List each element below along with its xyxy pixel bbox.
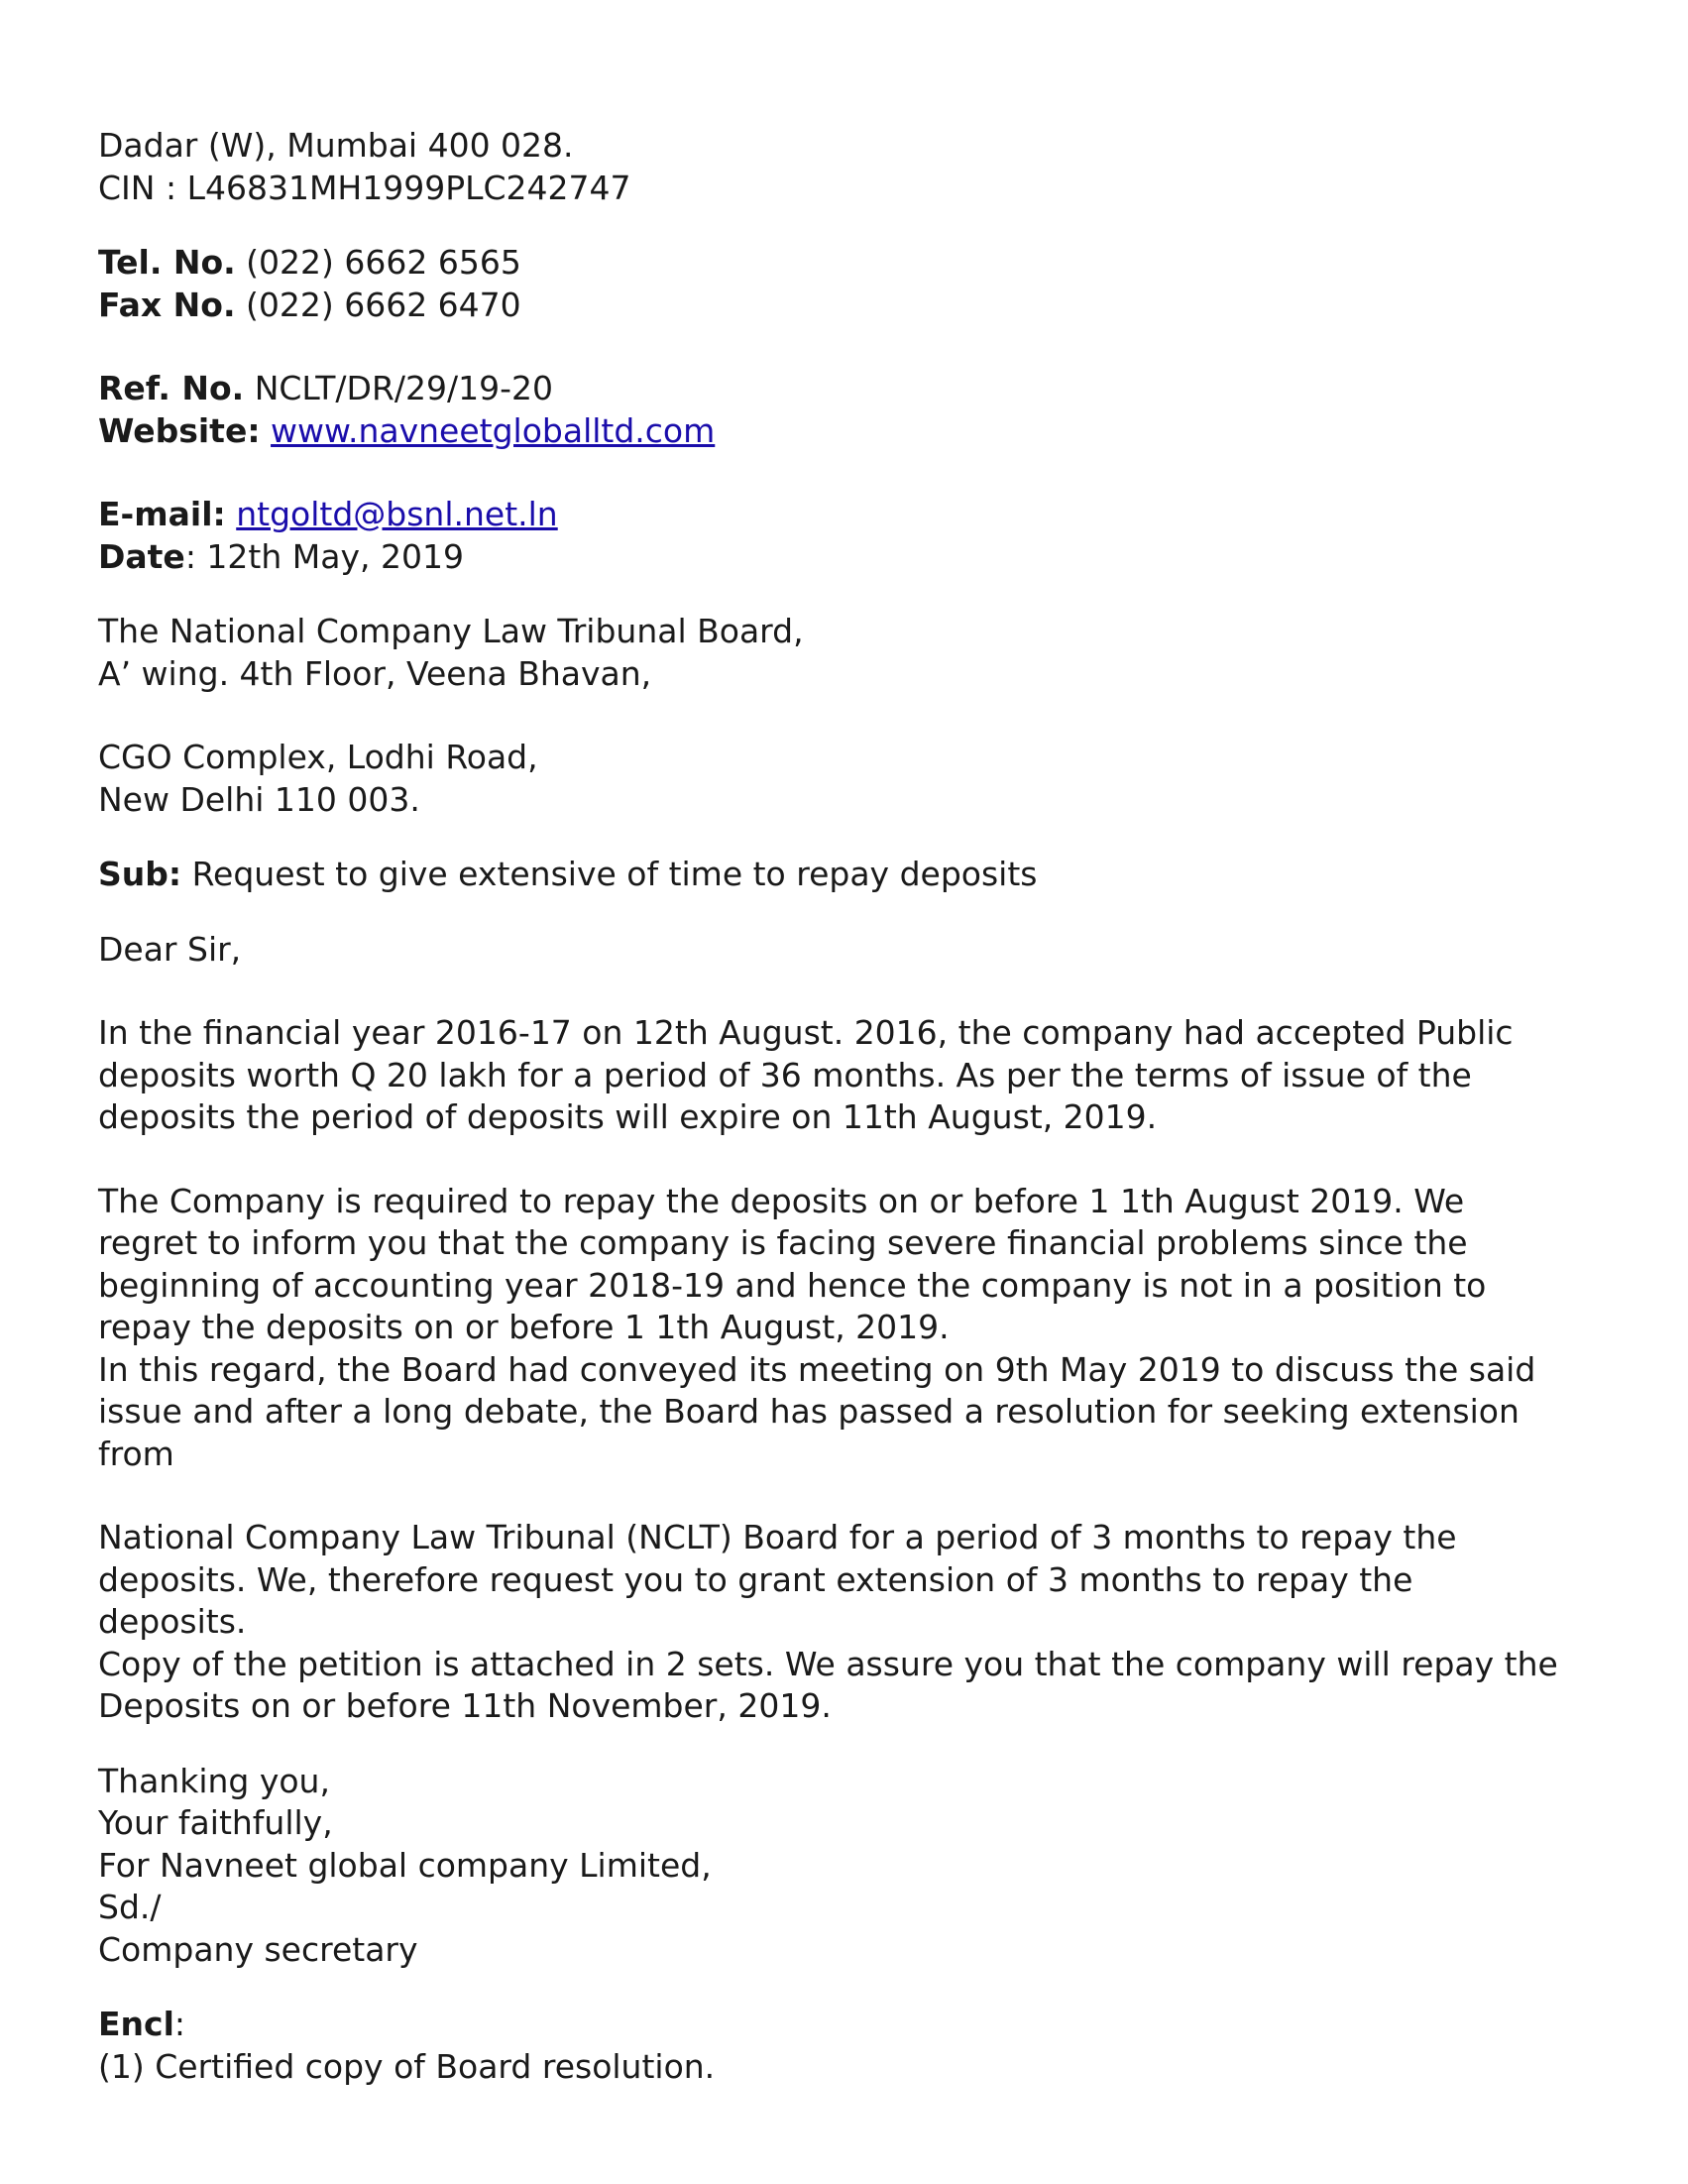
- tel-value: (022) 6662 6565: [246, 243, 521, 282]
- paragraph-line: beginning of accounting year 2018-19 and hence the company is not in a position to: [98, 1265, 1487, 1305]
- website-link[interactable]: www.navneetgloballtd.com: [271, 410, 716, 450]
- paragraph-line: In the financial year 2016-17 on 12th August. 2016, the company had accepted Public: [98, 1013, 1514, 1052]
- email-link[interactable]: ntgoltd@bsnl.net.ln: [236, 495, 558, 533]
- subject-label: Sub:: [98, 855, 182, 893]
- email-line: [98, 494, 1605, 536]
- ref-line: [98, 368, 1605, 410]
- fax-value: (022) 6662 6470: [245, 285, 521, 324]
- website-label: Website:: [98, 410, 261, 450]
- cin-label: CIN :: [98, 168, 177, 207]
- closing-line: Sd./: [98, 1888, 162, 1926]
- paragraph-2: [98, 1181, 1605, 1476]
- paragraph-line: deposits worth Q 20 lakh for a period of 36 months. As per the terms of issue of the: [98, 1055, 1472, 1094]
- date-label: Date: [98, 536, 185, 576]
- paragraph-line: issue and after a long debate, the Board has passed a resolution for seeking extension: [98, 1392, 1519, 1431]
- subject-line: [98, 854, 1605, 896]
- cin-line: [98, 168, 1605, 210]
- salutation: Dear Sir,: [98, 929, 242, 969]
- paragraph-3: [98, 1517, 1605, 1728]
- enclosure-colon: :: [173, 2005, 186, 2043]
- signatory-title: Company secretary: [98, 1929, 418, 1969]
- paragraph-line: repay the deposits on or before 1 1th August, 2019.: [98, 1308, 950, 1346]
- ref-value: NCLT/DR/29/19-20: [254, 369, 554, 407]
- recipient-line-1: The National Company Law Tribunal Board,: [98, 612, 804, 650]
- closing-line: For Navneet global company Limited,: [98, 1845, 712, 1885]
- paragraph-line: Copy of the petition is attached in 2 sets. We assure you that the company will repay the: [98, 1644, 1558, 1683]
- subject-text: Request to give extensive of time to repay deposits: [191, 855, 1038, 893]
- letter: [98, 125, 1605, 2088]
- closing-line: Your faithfully,: [98, 1803, 333, 1842]
- paragraph-line: regret to inform you that the company is facing severe financial problems since the: [98, 1223, 1468, 1262]
- fax-label: Fax No.: [98, 285, 236, 324]
- website-line: [98, 410, 1605, 453]
- enclosure-heading: [98, 2004, 1605, 2046]
- paragraph-line: deposits. We, therefore request you to grant extension of 3 months to repay the: [98, 1559, 1413, 1599]
- paragraph-line: In this regard, the Board had conveyed its meeting on 9th May 2019 to discuss the said: [98, 1349, 1536, 1389]
- paragraph-line: National Company Law Tribunal (NCLT) Board for a period of 3 months to repay the: [98, 1518, 1457, 1556]
- paragraph-line: deposits.: [98, 1602, 247, 1641]
- closing: [98, 1761, 1605, 1972]
- closing-line: Thanking you,: [98, 1761, 330, 1800]
- email-label: E-mail:: [98, 495, 226, 533]
- recipient-line-3: CGO Complex, Lodhi Road,: [98, 738, 538, 776]
- enclosure-label: Encl: [98, 2005, 174, 2043]
- paragraph-line: The Company is required to repay the deposits on or before 1 1th August 2019. We: [98, 1181, 1465, 1220]
- tel-line: [98, 242, 1605, 285]
- tel-label: Tel. No.: [98, 243, 236, 282]
- date-line: [98, 536, 1605, 579]
- fax-line: [98, 285, 1605, 327]
- cin-value: L46831MH1999PLC242747: [186, 168, 631, 207]
- paragraph-line: from: [98, 1434, 174, 1473]
- ref-label: Ref. No.: [98, 369, 245, 407]
- paragraph-line: deposits the period of deposits will expire on 11th August, 2019.: [98, 1097, 1158, 1136]
- enclosure-item: (1) Certified copy of Board resolution.: [98, 2046, 716, 2086]
- sender-address: Dadar (W), Mumbai 400 028.: [98, 126, 574, 165]
- date-value: : 12th May, 2019: [184, 536, 464, 576]
- paragraph-line: Deposits on or before 11th November, 2019.: [98, 1686, 832, 1725]
- paragraph-1: [98, 1012, 1605, 1139]
- recipient-line-2: A’ wing. 4th Floor, Veena Bhavan,: [98, 653, 652, 693]
- recipient-line-4: New Delhi 110 003.: [98, 779, 420, 819]
